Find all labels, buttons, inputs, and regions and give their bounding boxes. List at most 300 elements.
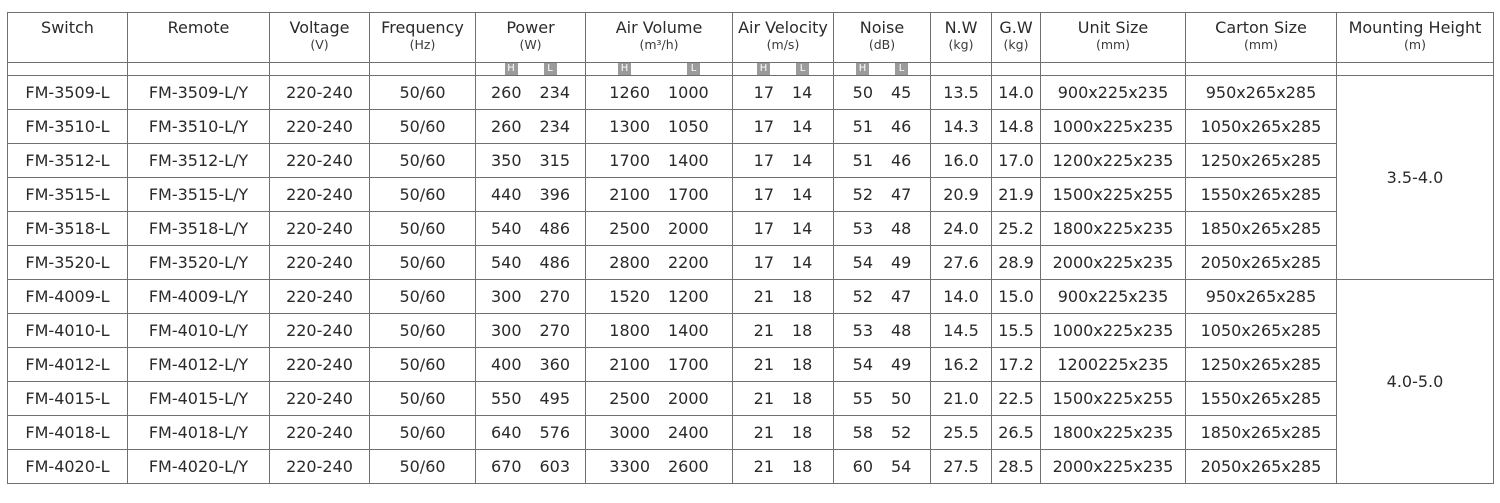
noise-cell-low: 54 bbox=[891, 457, 912, 476]
unit-size-cell bbox=[1041, 110, 1186, 144]
frequency-cell-value: 50/60 bbox=[399, 287, 446, 306]
switch-cell bbox=[8, 76, 128, 110]
subheader-cell-noise bbox=[834, 63, 931, 76]
gross-weight-cell bbox=[992, 76, 1041, 110]
unit-size-cell-value: 2000x225x235 bbox=[1052, 457, 1174, 476]
carton-size-cell-value: 950x265x285 bbox=[1205, 83, 1317, 102]
switch-cell-value: FM-3515-L bbox=[25, 185, 110, 204]
net-weight-cell bbox=[931, 450, 992, 484]
gross-weight-cell bbox=[992, 110, 1041, 144]
power-cell-high: 540 bbox=[490, 253, 522, 272]
table-row bbox=[8, 144, 1494, 178]
air-volume-cell-low: 1050 bbox=[668, 117, 709, 136]
gross-weight-cell-value: 25.2 bbox=[998, 219, 1034, 238]
switch-cell bbox=[8, 382, 128, 416]
air-velocity-cell-high: 21 bbox=[753, 321, 774, 340]
header-frequency bbox=[370, 13, 476, 63]
unit-size-cell-value: 900x225x235 bbox=[1057, 287, 1169, 306]
noise-cell-low: 49 bbox=[891, 253, 912, 272]
subheader-cell bbox=[1186, 63, 1337, 76]
carton-size-cell-value: 1250x265x285 bbox=[1200, 355, 1322, 374]
air-volume-cell bbox=[586, 314, 733, 348]
air-volume-cell-low: 1000 bbox=[668, 83, 709, 102]
unit-size-cell bbox=[1041, 348, 1186, 382]
header-unit: (dB) bbox=[868, 37, 896, 52]
frequency-cell-value: 50/60 bbox=[399, 117, 446, 136]
switch-cell bbox=[8, 144, 128, 178]
power-cell bbox=[476, 280, 586, 314]
air-volume-cell-high: 2500 bbox=[609, 219, 650, 238]
header-label: Air Velocity bbox=[738, 18, 828, 37]
power-cell-high: 550 bbox=[490, 389, 522, 408]
carton-size-cell-value: 1550x265x285 bbox=[1200, 389, 1322, 408]
power-cell-low: 234 bbox=[539, 117, 571, 136]
switch-cell-value: FM-4020-L bbox=[25, 457, 110, 476]
unit-size-cell-value: 1200x225x235 bbox=[1052, 151, 1174, 170]
voltage-cell bbox=[270, 314, 370, 348]
header-row bbox=[8, 13, 1494, 63]
air-velocity-cell-low: 18 bbox=[792, 423, 813, 442]
power-cell-pair bbox=[476, 212, 585, 245]
frequency-cell-value: 50/60 bbox=[399, 321, 446, 340]
carton-size-cell bbox=[1186, 348, 1337, 382]
power-cell-low: 270 bbox=[539, 321, 571, 340]
voltage-cell-value: 220-240 bbox=[286, 321, 353, 340]
voltage-cell-value: 220-240 bbox=[286, 287, 353, 306]
voltage-cell-value: 220-240 bbox=[286, 185, 353, 204]
noise-cell-high: 54 bbox=[852, 253, 873, 272]
hl-subheader-row bbox=[8, 63, 1494, 76]
frequency-cell bbox=[370, 280, 476, 314]
carton-size-cell-value: 1850x265x285 bbox=[1200, 423, 1322, 442]
noise-cell-low: 49 bbox=[891, 355, 912, 374]
noise-cell-low: 46 bbox=[891, 151, 912, 170]
header-mounting-height bbox=[1337, 13, 1494, 63]
noise-cell bbox=[834, 144, 931, 178]
unit-size-cell-value: 1200225x235 bbox=[1057, 355, 1169, 374]
power-cell bbox=[476, 110, 586, 144]
frequency-cell bbox=[370, 416, 476, 450]
noise-cell-high: 53 bbox=[852, 219, 873, 238]
air-velocity-cell-pair bbox=[733, 246, 833, 279]
air-velocity-cell-high: 17 bbox=[753, 253, 774, 272]
air-volume-cell-pair bbox=[586, 280, 732, 313]
noise-cell-low: 45 bbox=[891, 83, 912, 102]
air-volume-cell-pair bbox=[586, 110, 732, 143]
switch-cell-value: FM-3518-L bbox=[25, 219, 110, 238]
header-label: Voltage bbox=[289, 18, 350, 37]
air-volume-cell-pair bbox=[586, 76, 732, 109]
header-power bbox=[476, 13, 586, 63]
unit-size-cell-value: 1800x225x235 bbox=[1052, 219, 1174, 238]
table-row bbox=[8, 348, 1494, 382]
frequency-cell bbox=[370, 76, 476, 110]
voltage-cell-value: 220-240 bbox=[286, 423, 353, 442]
remote-cell bbox=[128, 450, 270, 484]
voltage-cell bbox=[270, 110, 370, 144]
air-velocity-cell-low: 14 bbox=[792, 253, 813, 272]
noise-cell-pair bbox=[834, 178, 930, 211]
carton-size-cell bbox=[1186, 280, 1337, 314]
remote-cell-value: FM-3518-L/Y bbox=[148, 219, 249, 238]
noise-cell bbox=[834, 76, 931, 110]
low-badge: L bbox=[895, 63, 908, 75]
header-switch bbox=[8, 13, 128, 63]
net-weight-cell-value: 21.0 bbox=[943, 389, 979, 408]
air-velocity-cell-high: 17 bbox=[753, 151, 774, 170]
high-badge: H bbox=[618, 63, 631, 75]
noise-cell-low: 52 bbox=[891, 423, 912, 442]
noise-cell-pair bbox=[834, 110, 930, 143]
air-velocity-cell-pair bbox=[733, 314, 833, 347]
low-badge: L bbox=[544, 63, 557, 75]
power-cell-pair bbox=[476, 110, 585, 143]
header-air-volume bbox=[586, 13, 733, 63]
frequency-cell-value: 50/60 bbox=[399, 389, 446, 408]
noise-cell-high: 52 bbox=[852, 287, 873, 306]
air-velocity-cell-pair bbox=[733, 144, 833, 177]
air-volume-cell bbox=[586, 110, 733, 144]
power-cell bbox=[476, 178, 586, 212]
air-volume-cell-pair bbox=[586, 178, 732, 211]
net-weight-cell bbox=[931, 212, 992, 246]
air-velocity-cell-high: 21 bbox=[753, 355, 774, 374]
gross-weight-cell-value: 17.2 bbox=[998, 355, 1034, 374]
gross-weight-cell-value: 14.0 bbox=[998, 83, 1034, 102]
carton-size-cell bbox=[1186, 76, 1337, 110]
unit-size-cell-value: 1500x225x255 bbox=[1052, 185, 1174, 204]
air-volume-cell-high: 1800 bbox=[609, 321, 650, 340]
gross-weight-cell bbox=[992, 178, 1041, 212]
unit-size-cell-value: 900x225x235 bbox=[1057, 83, 1169, 102]
air-volume-cell bbox=[586, 144, 733, 178]
noise-cell-high: 58 bbox=[852, 423, 873, 442]
header-unit: (kg) bbox=[1003, 37, 1029, 52]
noise-cell-high: 54 bbox=[852, 355, 873, 374]
gross-weight-cell-value: 26.5 bbox=[998, 423, 1034, 442]
unit-size-cell bbox=[1041, 280, 1186, 314]
air-volume-cell bbox=[586, 382, 733, 416]
noise-cell-low: 47 bbox=[891, 185, 912, 204]
unit-size-cell-value: 1500x225x255 bbox=[1052, 389, 1174, 408]
header-remote bbox=[128, 13, 270, 63]
header-label: Air Volume bbox=[615, 18, 703, 37]
table-row bbox=[8, 246, 1494, 280]
voltage-cell bbox=[270, 280, 370, 314]
net-weight-cell bbox=[931, 144, 992, 178]
air-volume-cell-high: 2100 bbox=[609, 185, 650, 204]
air-volume-cell-low: 1200 bbox=[668, 287, 709, 306]
remote-cell bbox=[128, 348, 270, 382]
air-volume-cell bbox=[586, 178, 733, 212]
noise-cell bbox=[834, 246, 931, 280]
power-cell-high: 300 bbox=[490, 287, 522, 306]
gross-weight-cell bbox=[992, 450, 1041, 484]
noise-cell-high: 60 bbox=[852, 457, 873, 476]
switch-cell-value: FM-3512-L bbox=[25, 151, 110, 170]
unit-size-cell bbox=[1041, 382, 1186, 416]
voltage-cell bbox=[270, 416, 370, 450]
table-row bbox=[8, 110, 1494, 144]
power-cell bbox=[476, 382, 586, 416]
air-volume-cell-low: 1700 bbox=[668, 185, 709, 204]
switch-cell bbox=[8, 280, 128, 314]
subheader-cell-power bbox=[476, 63, 586, 76]
noise-cell-pair bbox=[834, 348, 930, 381]
net-weight-cell bbox=[931, 280, 992, 314]
noise-cell-pair bbox=[834, 212, 930, 245]
unit-size-cell-value: 1000x225x235 bbox=[1052, 117, 1174, 136]
noise-cell bbox=[834, 382, 931, 416]
net-weight-cell bbox=[931, 314, 992, 348]
gross-weight-cell bbox=[992, 246, 1041, 280]
frequency-cell-value: 50/60 bbox=[399, 457, 446, 476]
air-velocity-cell-pair bbox=[733, 450, 833, 483]
net-weight-cell-value: 20.9 bbox=[943, 185, 979, 204]
header-label: Remote bbox=[167, 18, 230, 37]
noise-cell-pair bbox=[834, 144, 930, 177]
air-velocity-cell-low: 14 bbox=[792, 83, 813, 102]
noise-cell bbox=[834, 280, 931, 314]
power-cell-high: 440 bbox=[490, 185, 522, 204]
gross-weight-cell-value: 21.9 bbox=[998, 185, 1034, 204]
power-cell-pair bbox=[476, 314, 585, 347]
mounting-height-cell bbox=[1337, 280, 1494, 484]
noise-cell-low: 50 bbox=[891, 389, 912, 408]
noise-cell-low: 47 bbox=[891, 287, 912, 306]
air-volume-cell-low: 2000 bbox=[668, 389, 709, 408]
switch-cell bbox=[8, 348, 128, 382]
power-cell-pair bbox=[476, 76, 585, 109]
air-velocity-cell-high: 21 bbox=[753, 389, 774, 408]
switch-cell-value: FM-4010-L bbox=[25, 321, 110, 340]
air-velocity-cell-high: 21 bbox=[753, 423, 774, 442]
noise-cell bbox=[834, 348, 931, 382]
noise-cell bbox=[834, 314, 931, 348]
voltage-cell-value: 220-240 bbox=[286, 457, 353, 476]
air-velocity-cell bbox=[733, 280, 834, 314]
table-row bbox=[8, 416, 1494, 450]
voltage-cell-value: 220-240 bbox=[286, 389, 353, 408]
unit-size-cell bbox=[1041, 178, 1186, 212]
noise-cell-high: 55 bbox=[852, 389, 873, 408]
noise-cell-pair bbox=[834, 280, 930, 313]
gross-weight-cell-value: 22.5 bbox=[998, 389, 1034, 408]
header-unit: (kg) bbox=[948, 37, 974, 52]
high-badge: H bbox=[856, 63, 869, 75]
subheader-cell bbox=[992, 63, 1041, 76]
power-cell bbox=[476, 314, 586, 348]
subheader-cell bbox=[270, 63, 370, 76]
carton-size-cell bbox=[1186, 110, 1337, 144]
unit-size-cell bbox=[1041, 450, 1186, 484]
table-body bbox=[8, 76, 1494, 484]
air-volume-cell-low: 2400 bbox=[668, 423, 709, 442]
air-velocity-cell bbox=[733, 178, 834, 212]
power-cell-pair bbox=[476, 382, 585, 415]
power-cell-pair bbox=[476, 246, 585, 279]
low-badge: L bbox=[687, 63, 700, 75]
air-volume-cell-high: 2800 bbox=[609, 253, 650, 272]
air-volume-cell-high: 2100 bbox=[609, 355, 650, 374]
frequency-cell bbox=[370, 382, 476, 416]
subheader-cell-air-volume bbox=[586, 63, 733, 76]
unit-size-cell bbox=[1041, 314, 1186, 348]
unit-size-cell-value: 1800x225x235 bbox=[1052, 423, 1174, 442]
carton-size-cell bbox=[1186, 144, 1337, 178]
frequency-cell bbox=[370, 348, 476, 382]
air-velocity-cell-low: 18 bbox=[792, 287, 813, 306]
net-weight-cell-value: 16.0 bbox=[943, 151, 979, 170]
header-unit: (m³/h) bbox=[639, 37, 679, 52]
air-velocity-cell bbox=[733, 110, 834, 144]
frequency-cell-value: 50/60 bbox=[399, 219, 446, 238]
table-row bbox=[8, 76, 1494, 110]
remote-cell-value: FM-4010-L/Y bbox=[148, 321, 249, 340]
remote-cell-value: FM-4020-L/Y bbox=[148, 457, 249, 476]
remote-cell bbox=[128, 382, 270, 416]
unit-size-cell-value: 2000x225x235 bbox=[1052, 253, 1174, 272]
remote-cell-value: FM-4009-L/Y bbox=[148, 287, 249, 306]
remote-cell bbox=[128, 280, 270, 314]
air-volume-cell-low: 1700 bbox=[668, 355, 709, 374]
header-unit: (mm) bbox=[1095, 37, 1131, 52]
power-cell-low: 234 bbox=[539, 83, 571, 102]
voltage-cell-value: 220-240 bbox=[286, 253, 353, 272]
switch-cell-value: FM-4018-L bbox=[25, 423, 110, 442]
air-volume-cell bbox=[586, 280, 733, 314]
carton-size-cell-value: 1050x265x285 bbox=[1200, 321, 1322, 340]
air-velocity-cell bbox=[733, 144, 834, 178]
power-cell bbox=[476, 212, 586, 246]
remote-cell-value: FM-4015-L/Y bbox=[148, 389, 249, 408]
power-cell bbox=[476, 450, 586, 484]
air-volume-cell bbox=[586, 450, 733, 484]
carton-size-cell bbox=[1186, 212, 1337, 246]
gross-weight-cell-value: 28.9 bbox=[998, 253, 1034, 272]
air-velocity-cell bbox=[733, 314, 834, 348]
voltage-cell bbox=[270, 382, 370, 416]
carton-size-cell-value: 1850x265x285 bbox=[1200, 219, 1322, 238]
header-noise bbox=[834, 13, 931, 63]
power-cell-low: 576 bbox=[539, 423, 571, 442]
air-volume-cell-high: 1520 bbox=[609, 287, 650, 306]
remote-cell bbox=[128, 76, 270, 110]
air-volume-cell-low: 1400 bbox=[668, 151, 709, 170]
switch-cell-value: FM-4009-L bbox=[25, 287, 110, 306]
air-volume-cell bbox=[586, 76, 733, 110]
power-cell-high: 640 bbox=[490, 423, 522, 442]
air-volume-cell-high: 3300 bbox=[609, 457, 650, 476]
header-label: Switch bbox=[41, 18, 94, 37]
unit-size-cell bbox=[1041, 144, 1186, 178]
net-weight-cell-value: 27.6 bbox=[943, 253, 979, 272]
carton-size-cell-value: 2050x265x285 bbox=[1200, 253, 1322, 272]
noise-cell-high: 51 bbox=[852, 117, 873, 136]
mounting-height-cell bbox=[1337, 76, 1494, 280]
header-unit-size bbox=[1041, 13, 1186, 63]
air-velocity-cell-high: 17 bbox=[753, 117, 774, 136]
air-volume-cell-pair bbox=[586, 314, 732, 347]
voltage-cell-value: 220-240 bbox=[286, 219, 353, 238]
header-unit: (V) bbox=[310, 37, 329, 52]
remote-cell bbox=[128, 110, 270, 144]
carton-size-cell bbox=[1186, 450, 1337, 484]
carton-size-cell bbox=[1186, 178, 1337, 212]
air-velocity-cell-pair bbox=[733, 348, 833, 381]
air-volume-cell-high: 2500 bbox=[609, 389, 650, 408]
header-label: Noise bbox=[859, 18, 905, 37]
table-row bbox=[8, 178, 1494, 212]
air-velocity-cell-low: 18 bbox=[792, 389, 813, 408]
voltage-cell bbox=[270, 144, 370, 178]
carton-size-cell-value: 1250x265x285 bbox=[1200, 151, 1322, 170]
carton-size-cell-value: 1050x265x285 bbox=[1200, 117, 1322, 136]
unit-size-cell bbox=[1041, 246, 1186, 280]
carton-size-cell-value: 950x265x285 bbox=[1205, 287, 1317, 306]
gross-weight-cell bbox=[992, 212, 1041, 246]
air-volume-cell-pair bbox=[586, 212, 732, 245]
carton-size-cell-value: 1550x265x285 bbox=[1200, 185, 1322, 204]
voltage-cell bbox=[270, 348, 370, 382]
unit-size-cell bbox=[1041, 212, 1186, 246]
remote-cell-value: FM-3509-L/Y bbox=[148, 83, 249, 102]
power-cell-pair bbox=[476, 280, 585, 313]
power-cell bbox=[476, 416, 586, 450]
gross-weight-cell bbox=[992, 348, 1041, 382]
air-velocity-cell bbox=[733, 382, 834, 416]
air-volume-cell-pair bbox=[586, 246, 732, 279]
header-label: Power bbox=[506, 18, 555, 37]
noise-cell-high: 53 bbox=[852, 321, 873, 340]
noise-cell-pair bbox=[834, 450, 930, 483]
gross-weight-cell bbox=[992, 144, 1041, 178]
noise-cell-low: 48 bbox=[891, 219, 912, 238]
subheader-cell bbox=[370, 63, 476, 76]
frequency-cell bbox=[370, 450, 476, 484]
power-cell-high: 260 bbox=[490, 117, 522, 136]
remote-cell-value: FM-3510-L/Y bbox=[148, 117, 249, 136]
net-weight-cell-value: 14.3 bbox=[943, 117, 979, 136]
power-cell-high: 350 bbox=[490, 151, 522, 170]
air-volume-cell-pair bbox=[586, 348, 732, 381]
power-cell bbox=[476, 348, 586, 382]
header-gross-weight bbox=[992, 13, 1041, 63]
net-weight-cell-value: 13.5 bbox=[943, 83, 979, 102]
remote-cell bbox=[128, 246, 270, 280]
power-cell-low: 360 bbox=[539, 355, 571, 374]
noise-cell-pair bbox=[834, 314, 930, 347]
header-carton-size bbox=[1186, 13, 1337, 63]
frequency-cell bbox=[370, 246, 476, 280]
switch-cell bbox=[8, 450, 128, 484]
remote-cell-value: FM-4012-L/Y bbox=[148, 355, 249, 374]
power-cell-high: 300 bbox=[490, 321, 522, 340]
net-weight-cell-value: 16.2 bbox=[943, 355, 979, 374]
noise-cell-pair bbox=[834, 246, 930, 279]
noise-cell-high: 52 bbox=[852, 185, 873, 204]
high-badge: H bbox=[505, 63, 518, 75]
remote-cell-value: FM-3512-L/Y bbox=[148, 151, 249, 170]
power-cell-low: 486 bbox=[539, 219, 571, 238]
carton-size-cell bbox=[1186, 246, 1337, 280]
table-row bbox=[8, 314, 1494, 348]
net-weight-cell-value: 14.5 bbox=[943, 321, 979, 340]
power-cell-pair bbox=[476, 348, 585, 381]
power-cell-pair bbox=[476, 144, 585, 177]
noise-cell-high: 50 bbox=[852, 83, 873, 102]
switch-cell-value: FM-4012-L bbox=[25, 355, 110, 374]
